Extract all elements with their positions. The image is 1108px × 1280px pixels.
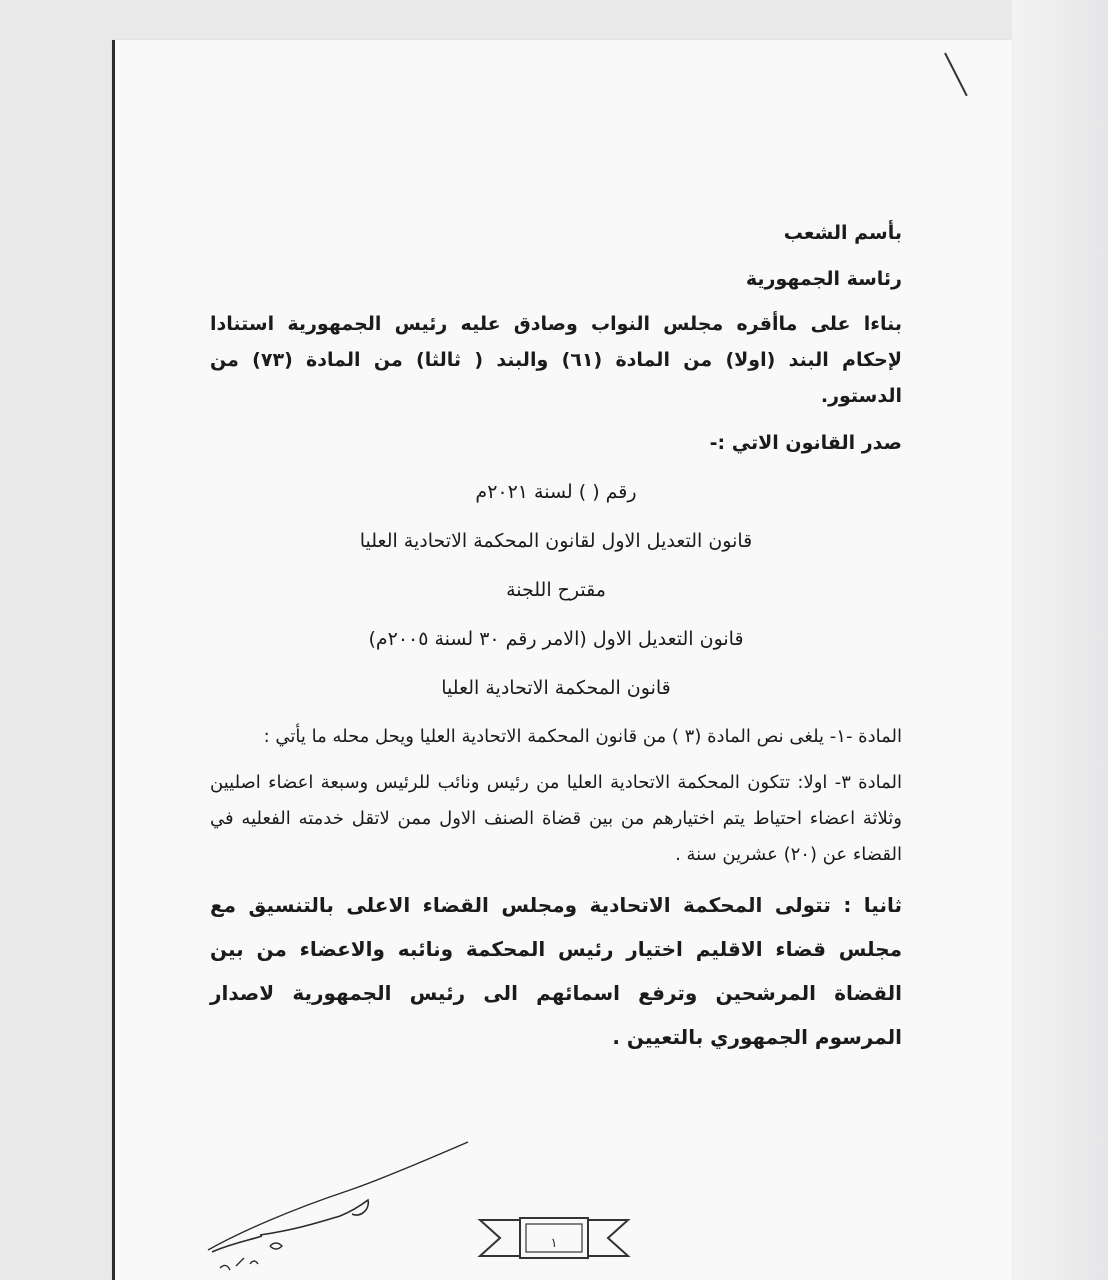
court-law-title: قانون المحكمة الاتحادية العليا xyxy=(441,677,671,699)
issued-line: صدر القانون الاتي :- xyxy=(709,432,902,454)
amendment-title: قانون التعديل الاول (الامر رقم ٣٠ لسنة ٢٠٠٥م) xyxy=(368,628,744,650)
page-number: ١ xyxy=(550,1236,558,1251)
law-number: رقم ( ) لسنة ٢٠٢١م xyxy=(475,481,637,503)
preamble: بناءا على ماأقره مجلس النواب وصادق عليه رئيس الجمهورية استنادا لإحكام البند (اولا) من المادة (٦١) والبند ( ثالثا) من المادة (٧٣) من الدستور. xyxy=(210,313,902,407)
handwritten-signature xyxy=(200,1140,480,1280)
page-edge xyxy=(1012,0,1108,1280)
article-3-second: ثانيا : تتولى المحكمة الاتحادية ومجلس القضاء الاعلى بالتنسيق مع مجلس قضاء الاقليم اختيار رئيس المحكمة ونائبه والاعضاء من بين القضاة المرشحين وترفع اسمائهم الى رئيس الجمهورية لاصدار المرسوم الجمهوري بالتعيين . xyxy=(210,893,902,1049)
article-3-first: المادة ٣- اولا: تتكون المحكمة الاتحادية العليا من رئيس ونائب للرئيس وسبعة اعضاء اصليين وثلاثة اعضاء احتياط يتم اختيارهم من بين قضاة الصنف الاول ممن لاتقل خدمته الفعليه في القضاء عن (٢٠) عشرين سنة . xyxy=(210,772,903,865)
committee-proposal: مقترح اللجنة xyxy=(506,579,606,601)
article-1: المادة -١- يلغى نص المادة (٣ ) من قانون المحكمة الاتحادية العليا ويحل محله ما يأتي : xyxy=(263,726,902,747)
issuer: رئاسة الجمهورية xyxy=(745,268,902,290)
invocation: بأسم الشعب xyxy=(783,222,902,244)
document-body xyxy=(210,210,902,1059)
margin-rule xyxy=(112,40,115,1280)
law-title: قانون التعديل الاول لقانون المحكمة الاتحادية العليا xyxy=(359,530,753,552)
